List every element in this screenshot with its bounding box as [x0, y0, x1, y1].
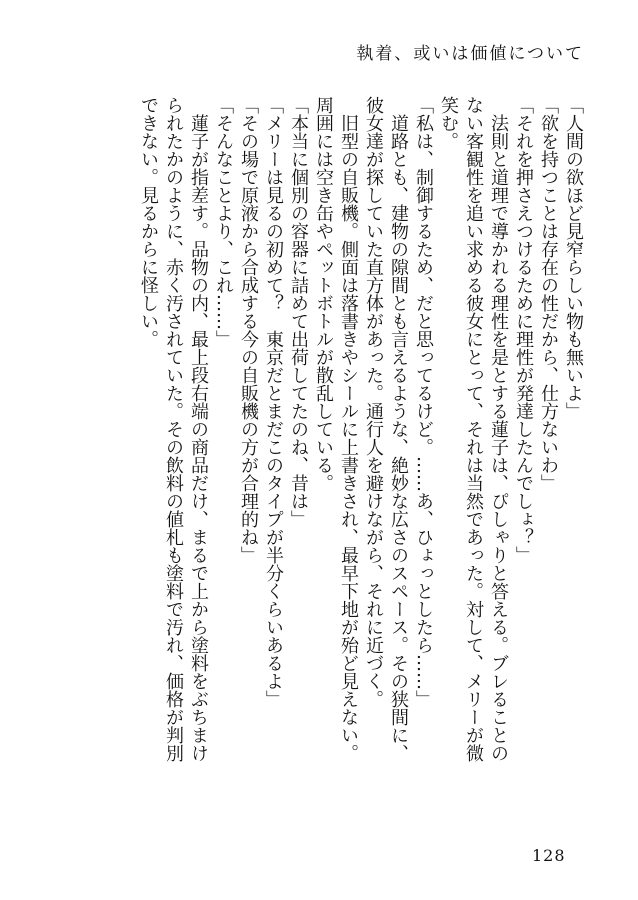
paragraph: 「メリーは見るの初めて？ 東京だとまだこのタイプが半分くらいあるよ」	[263, 96, 284, 708]
paragraph: 道路とも、建物の隙間とも言えるような、絶妙な広さのスペース。その狭間に、彼女達が探していた直方体があった。通行人を避けながら、それに近づく。	[363, 96, 409, 762]
paragraph: 「私は、制御するため、だと思ってるけど。……あ、ひょっとしたら……」	[413, 96, 434, 708]
paragraph: 「人間の欲ほど見窄らしい物も無いよ」	[563, 96, 584, 420]
running-head: 執着、或いは価値について	[356, 44, 584, 64]
paragraph: 「その場で原液から合成する今の自販機の方が合理的ね」	[238, 96, 259, 564]
body-text	[106, 96, 586, 776]
paragraph: 「そんなことより、これ……」	[213, 96, 234, 348]
paragraph: 「欲を持つことは存在の性だから、仕方ないわ」	[538, 96, 559, 492]
paragraph: 蓮子が指差す。品物の内、最上段右端の商品だけ、まるで上から塗料をぶちまけられたかのように、赤く汚されていた。その飲料の値札も塗料で汚れ、価格が判別できない。見るからに怪しい。	[138, 96, 209, 762]
paragraph: 「本当に個別の容器に詰めて出荷してたのね、昔は」	[288, 96, 309, 528]
page-number: 128	[532, 846, 566, 865]
paragraph: 法則と道理で導かれる理性を是とする蓮子は、ぴしゃりと答える。ブレることのない客観性を追い求める彼女にとって、それは当然であった。対して、メリーが微笑む。	[438, 96, 509, 762]
paragraph: 「それを押さえつけるために理性が発達したんでしょ？」	[513, 96, 534, 564]
paragraph: 旧型の自販機。側面は落書きやシールに上書きされ、最早下地が殆ど見えない。周囲には空き缶やペットボトルが散乱している。	[313, 96, 359, 762]
